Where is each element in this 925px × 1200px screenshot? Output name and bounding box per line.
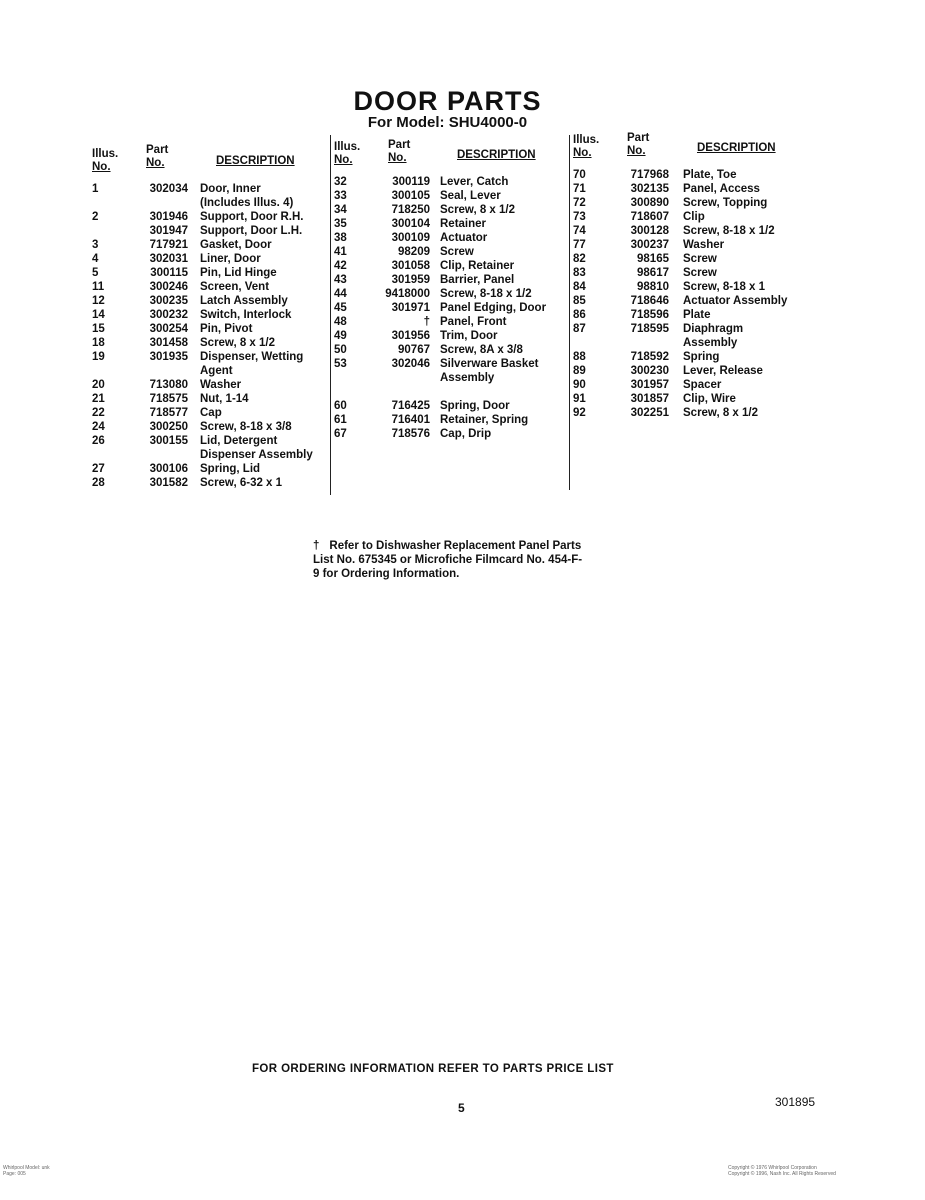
table-row — [92, 476, 327, 490]
part-description — [440, 287, 532, 301]
illus-number: 11 — [92, 281, 105, 293]
table-row — [92, 210, 327, 224]
part-description — [683, 392, 736, 406]
part-description — [440, 413, 528, 427]
description-line: Spring — [683, 351, 720, 363]
illus-number: 49 — [334, 330, 347, 342]
part-number: 301959 — [391, 274, 430, 286]
part-number: 717921 — [149, 239, 188, 251]
description-line: Lid, Detergent — [200, 435, 278, 447]
part-description — [200, 322, 252, 336]
description-line: Cap — [200, 407, 222, 419]
illus-number: 38 — [334, 232, 347, 244]
part-number: 98810 — [637, 281, 669, 293]
header-description: DESCRIPTION — [697, 142, 776, 154]
table-row — [92, 322, 327, 336]
table-row — [573, 196, 813, 210]
header-illus: Illus. No. — [92, 148, 119, 173]
part-number: 301947 — [149, 225, 188, 237]
part-number: 713080 — [149, 379, 188, 391]
part-number: 300104 — [391, 218, 430, 230]
table-row — [334, 175, 566, 189]
illus-number: 32 — [334, 176, 347, 188]
part-description — [200, 336, 275, 350]
table-row — [334, 245, 566, 259]
description-line: Screw — [440, 246, 474, 258]
table-row — [92, 182, 327, 210]
header-description: DESCRIPTION — [457, 149, 536, 161]
part-description — [683, 196, 767, 210]
illus-number: 35 — [334, 218, 347, 230]
part-number: 300246 — [149, 281, 188, 293]
table-row — [334, 329, 566, 343]
table-row — [92, 224, 327, 238]
illus-number: 48 — [334, 316, 347, 328]
header-part: Part No. — [627, 132, 650, 157]
part-number: 718250 — [391, 204, 430, 216]
illus-number: 18 — [92, 337, 105, 349]
table-row — [573, 378, 813, 392]
table-row — [334, 273, 566, 287]
part-description — [440, 329, 498, 343]
part-description — [200, 434, 313, 462]
table-row — [573, 406, 813, 420]
description-line: Seal, Lever — [440, 190, 501, 202]
header-illus: Illus. No. — [334, 141, 361, 166]
table-row — [334, 259, 566, 273]
part-description — [440, 203, 515, 217]
description-line: Screw, 6-32 x 1 — [200, 477, 283, 489]
description-line: Dispenser Assembly — [200, 449, 313, 461]
part-description — [200, 462, 260, 476]
table-row — [334, 217, 566, 231]
part-description — [683, 322, 743, 350]
table-row — [334, 231, 566, 245]
part-description — [440, 175, 508, 189]
description-line: Cap, Drip — [440, 428, 492, 440]
table-row — [92, 308, 327, 322]
part-number: 301946 — [149, 211, 188, 223]
part-number: 301957 — [630, 379, 669, 391]
description-line: Screw, 8A x 3/8 — [440, 344, 523, 356]
parts-table-1 — [92, 146, 327, 490]
part-number: 300128 — [630, 225, 669, 237]
illus-number: 90 — [573, 379, 586, 391]
part-number: 300890 — [630, 197, 669, 209]
part-number: 718607 — [630, 211, 669, 223]
table-row — [92, 406, 327, 420]
part-number: 718577 — [149, 407, 188, 419]
table-row — [573, 252, 813, 266]
header-part: Part No. — [146, 144, 169, 169]
illus-number: 27 — [92, 463, 105, 475]
illus-number: 45 — [334, 302, 347, 314]
table-row — [573, 224, 813, 238]
page-number: 5 — [458, 1101, 465, 1115]
table-row — [92, 252, 327, 266]
part-number: 718575 — [149, 393, 188, 405]
part-number: 300105 — [391, 190, 430, 202]
illus-number: 73 — [573, 211, 586, 223]
description-line: Spring, Lid — [200, 463, 261, 475]
part-number: 718646 — [630, 295, 669, 307]
description-line: Screw, 8 x 1/2 — [200, 337, 276, 349]
part-description — [440, 273, 514, 287]
table-header — [334, 139, 566, 175]
part-description — [200, 210, 304, 224]
description-line: Screw, 8-18 x 1/2 — [683, 225, 775, 237]
illus-number: 50 — [334, 344, 347, 356]
illus-number: 92 — [573, 407, 586, 419]
illus-number: 53 — [334, 358, 347, 370]
table-row — [92, 266, 327, 280]
illus-number: 87 — [573, 323, 586, 335]
description-line: Panel, Access — [683, 183, 760, 195]
illus-number: 22 — [92, 407, 105, 419]
table-row — [573, 294, 813, 308]
part-number: 300119 — [392, 176, 430, 188]
illus-number: 85 — [573, 295, 586, 307]
table-row — [334, 301, 566, 315]
table-row — [334, 287, 566, 301]
description-line: Assembly — [440, 372, 495, 384]
table-row — [573, 322, 813, 350]
table-row — [573, 266, 813, 280]
page-title: DOOR PARTS — [353, 86, 542, 116]
table-row — [92, 392, 327, 406]
description-line: Screw, Topping — [683, 197, 768, 209]
part-description — [683, 266, 717, 280]
header-description: DESCRIPTION — [216, 155, 295, 167]
part-description — [200, 406, 222, 420]
part-description — [200, 252, 261, 266]
illus-number: 14 — [92, 309, 105, 321]
illus-number: 15 — [92, 323, 105, 335]
description-line: Spacer — [683, 379, 722, 391]
table-row — [573, 168, 813, 182]
table-row — [573, 182, 813, 196]
model-subtitle: For Model: SHU4000-0 — [367, 114, 528, 131]
description-line: Nut, 1-14 — [200, 393, 249, 405]
description-line: Retainer, Spring — [440, 414, 529, 426]
description-line: (Includes Illus. 4) — [200, 197, 294, 209]
description-line: Retainer — [440, 218, 487, 230]
header-illus: Illus. No. — [573, 134, 600, 159]
column-divider-1 — [330, 135, 331, 495]
part-description — [200, 420, 292, 434]
description-line: Gasket, Door — [200, 239, 272, 251]
part-description — [683, 238, 724, 252]
part-number: 718596 — [630, 309, 669, 321]
illus-number: 82 — [573, 253, 586, 265]
description-line: Screw — [683, 253, 717, 265]
illus-number: 91 — [573, 393, 586, 405]
left-fine-print: Whirlpool Model: unk Page: 005 — [3, 1165, 50, 1177]
illus-number: 1 — [92, 183, 99, 195]
table-row — [573, 280, 813, 294]
part-number: 301058 — [391, 260, 430, 272]
part-number: 717968 — [630, 169, 669, 181]
description-line: Panel, Front — [440, 316, 507, 328]
part-number: 302251 — [630, 407, 669, 419]
part-number: 302046 — [391, 358, 430, 370]
table-row — [92, 336, 327, 350]
part-number: 300237 — [630, 239, 669, 251]
illus-number: 84 — [573, 281, 586, 293]
description-line: Screw, 8 x 1/2 — [683, 407, 759, 419]
part-number: 300109 — [391, 232, 430, 244]
description-line: Pin, Pivot — [200, 323, 253, 335]
illus-number: 26 — [92, 435, 105, 447]
part-description — [683, 350, 719, 364]
description-line: Panel Edging, Door — [440, 302, 547, 314]
illus-number: 34 — [334, 204, 347, 216]
part-description — [200, 182, 293, 210]
table-row — [334, 427, 566, 441]
part-number: † — [423, 316, 430, 328]
illus-number: 2 — [92, 211, 99, 223]
description-line: Plate, Toe — [683, 169, 737, 181]
illus-number: 44 — [334, 288, 347, 300]
part-description — [683, 378, 721, 392]
part-description — [200, 266, 277, 280]
description-line: Clip, Retainer — [440, 260, 515, 272]
part-number: 301582 — [149, 477, 188, 489]
description-line: Diaphragm — [683, 323, 744, 335]
part-number: 98209 — [398, 246, 430, 258]
description-line: Switch, Interlock — [200, 309, 292, 321]
description-line: Clip, Wire — [683, 393, 736, 405]
part-description — [200, 476, 282, 490]
illus-number: 88 — [573, 351, 586, 363]
illus-number: 41 — [334, 246, 347, 258]
part-number: 716401 — [391, 414, 430, 426]
description-line: Washer — [200, 379, 242, 391]
part-description — [200, 392, 249, 406]
description-line: Dispenser, Wetting — [200, 351, 304, 363]
part-number: 300115 — [150, 267, 188, 279]
part-number: 301458 — [149, 337, 188, 349]
description-line: Lever, Catch — [440, 176, 509, 188]
illus-number: 33 — [334, 190, 347, 202]
illus-number: 12 — [92, 295, 105, 307]
footnote-text: Refer to Dishwasher Replacement Panel Parts List No. 675345 or Microfiche Filmcard No. 454-F-9 for Ordering Information. — [313, 540, 583, 580]
part-description — [440, 343, 523, 357]
illus-number: 71 — [573, 183, 586, 195]
description-line: Assembly — [683, 337, 738, 349]
description-line: Screw, 8-18 x 1 — [683, 281, 766, 293]
part-number: 90767 — [398, 344, 430, 356]
table-row — [92, 294, 327, 308]
document-number: 301895 — [775, 1095, 816, 1109]
table-row — [573, 308, 813, 322]
part-description — [440, 245, 474, 259]
part-description — [200, 238, 272, 252]
part-number: 300254 — [149, 323, 188, 335]
table-row — [92, 238, 327, 252]
description-line: Door, Inner — [200, 183, 261, 195]
description-line: Support, Door R.H. — [200, 211, 304, 223]
table-row — [573, 210, 813, 224]
right-fine-print: Copyright © 1976 Whirlpool Corporation Copyright © 1996, Nash Inc. All Rights Reserved — [728, 1165, 836, 1177]
description-line: Barrier, Panel — [440, 274, 515, 286]
description-line: Silverware Basket — [440, 358, 539, 370]
illus-number: 61 — [334, 414, 347, 426]
part-description — [683, 168, 736, 182]
table-row — [92, 378, 327, 392]
description-line: Washer — [683, 239, 725, 251]
part-number: 302135 — [630, 183, 669, 195]
table-row — [573, 392, 813, 406]
part-description — [440, 217, 486, 231]
part-number: 301971 — [391, 302, 430, 314]
part-description — [440, 427, 491, 441]
part-description — [683, 406, 758, 420]
part-number: 716425 — [391, 400, 430, 412]
part-number: 300235 — [149, 295, 188, 307]
table-row — [334, 203, 566, 217]
part-number: 301857 — [630, 393, 669, 405]
table-row — [92, 350, 327, 378]
part-number: 718576 — [391, 428, 430, 440]
part-number: 300250 — [149, 421, 188, 433]
part-number: 302031 — [149, 253, 188, 265]
table-header — [573, 132, 813, 168]
illus-number: 24 — [92, 421, 105, 433]
dagger-symbol: † — [313, 540, 320, 552]
illus-number: 20 — [92, 379, 105, 391]
illus-number: 83 — [573, 267, 586, 279]
description-line: Screw, 8-18 x 3/8 — [200, 421, 292, 433]
part-description — [683, 294, 787, 308]
parts-table-2 — [334, 139, 566, 441]
illus-number: 42 — [334, 260, 347, 272]
description-line: Latch Assembly — [200, 295, 288, 307]
table-row — [573, 364, 813, 378]
description-line: Spring, Door — [440, 400, 510, 412]
table-row — [573, 238, 813, 252]
description-line: Screw — [683, 267, 717, 279]
illus-number: 3 — [92, 239, 99, 251]
table-header — [92, 146, 327, 182]
description-line: Plate — [683, 309, 711, 321]
part-description — [200, 350, 303, 378]
description-line: Trim, Door — [440, 330, 498, 342]
part-number: 98165 — [637, 253, 669, 265]
illus-number: 89 — [573, 365, 586, 377]
ordering-info-note: FOR ORDERING INFORMATION REFER TO PARTS PRICE LIST — [252, 1063, 614, 1075]
part-description — [683, 364, 763, 378]
part-number: 718592 — [630, 351, 669, 363]
part-description — [200, 294, 288, 308]
part-number: 302034 — [149, 183, 188, 195]
illus-number: 70 — [573, 169, 586, 181]
part-description — [683, 252, 717, 266]
part-number: 300232 — [149, 309, 188, 321]
table-row — [334, 357, 566, 385]
table-row — [92, 420, 327, 434]
part-number: 301935 — [149, 351, 188, 363]
part-description — [683, 280, 765, 294]
description-line: Screw, 8 x 1/2 — [440, 204, 516, 216]
part-description — [200, 280, 269, 294]
illus-number: 5 — [92, 267, 99, 279]
part-description — [200, 224, 302, 238]
table-row — [334, 189, 566, 203]
table-row — [92, 280, 327, 294]
part-number: 301956 — [391, 330, 430, 342]
description-line: Agent — [200, 365, 233, 377]
illus-number: 21 — [92, 393, 105, 405]
description-line: Actuator Assembly — [683, 295, 788, 307]
table-row — [573, 350, 813, 364]
illus-number: 77 — [573, 239, 586, 251]
part-number: 300155 — [149, 435, 188, 447]
part-number: 98617 — [637, 267, 669, 279]
illus-number: 74 — [573, 225, 586, 237]
part-description — [200, 308, 291, 322]
part-description — [440, 231, 487, 245]
part-description — [440, 259, 514, 273]
part-description — [440, 301, 546, 315]
part-description — [440, 357, 538, 385]
part-description — [683, 182, 760, 196]
part-number: 300230 — [630, 365, 669, 377]
footnote — [313, 539, 583, 581]
description-line: Liner, Door — [200, 253, 261, 265]
header-part: Part No. — [388, 139, 411, 164]
description-line: Clip — [683, 211, 705, 223]
description-line: Screw, 8-18 x 1/2 — [440, 288, 532, 300]
description-line: Screen, Vent — [200, 281, 270, 293]
part-description — [440, 189, 501, 203]
illus-number: 4 — [92, 253, 99, 265]
illus-number: 28 — [92, 477, 105, 489]
part-description — [440, 399, 510, 413]
description-line: Lever, Release — [683, 365, 763, 377]
part-number: 9418000 — [385, 288, 430, 300]
table-row — [92, 434, 327, 462]
illus-number: 43 — [334, 274, 347, 286]
part-number: 718595 — [630, 323, 669, 335]
description-line: Actuator — [440, 232, 488, 244]
part-description — [683, 210, 705, 224]
illus-number: 86 — [573, 309, 586, 321]
table-row — [92, 462, 327, 476]
illus-number: 72 — [573, 197, 586, 209]
part-description — [683, 308, 711, 322]
illus-number: 67 — [334, 428, 347, 440]
parts-table-3 — [573, 132, 813, 420]
illus-number: 19 — [92, 351, 105, 363]
table-row — [334, 343, 566, 357]
row-gap — [334, 385, 566, 399]
column-divider-2 — [569, 135, 570, 490]
part-description — [440, 315, 506, 329]
table-row — [334, 315, 566, 329]
description-line: Pin, Lid Hinge — [200, 267, 277, 279]
illus-number: 60 — [334, 400, 347, 412]
table-row — [334, 399, 566, 413]
table-row — [334, 413, 566, 427]
part-description — [200, 378, 241, 392]
part-description — [683, 224, 775, 238]
description-line: Support, Door L.H. — [200, 225, 303, 237]
part-number: 300106 — [149, 463, 188, 475]
